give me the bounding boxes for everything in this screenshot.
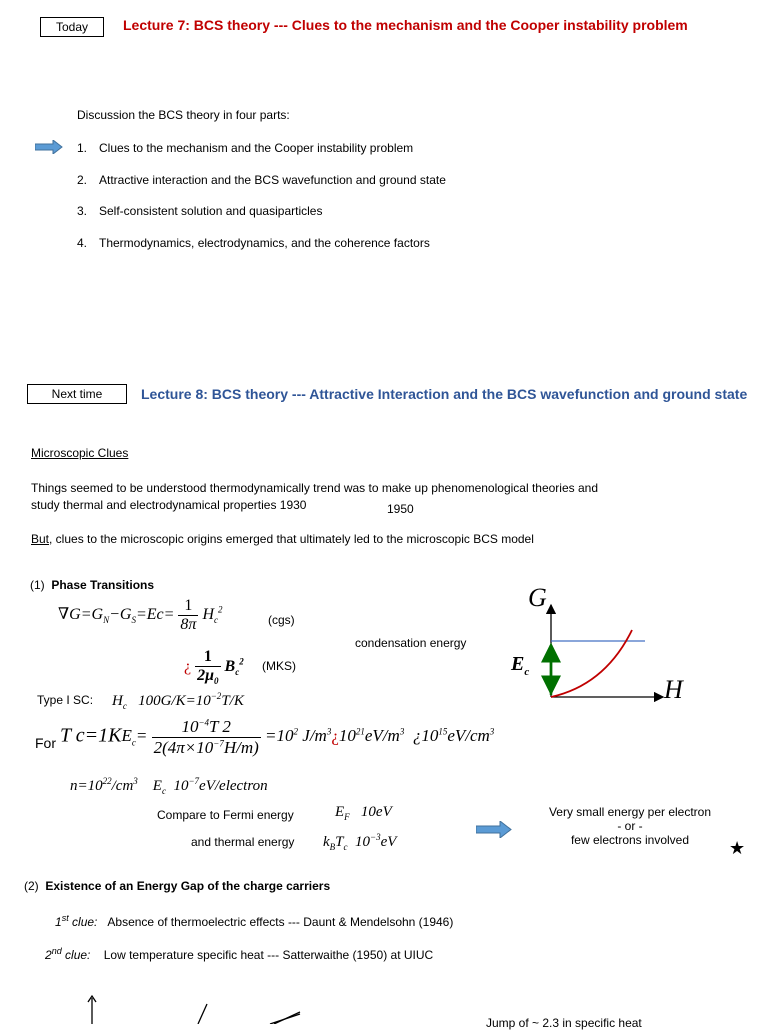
- phase-transitions-heading: (1) Phase Transitions: [30, 578, 155, 592]
- mks-label: (MKS): [262, 659, 296, 673]
- condensation-energy-label: condensation energy: [355, 636, 467, 650]
- first-clue: 1st clue: Absence of thermoelectric effects --- Daunt & Mendelsohn (1946): [55, 913, 454, 929]
- fermi-energy-equation: $E_F$ 10eV: [335, 804, 392, 822]
- year-1950: 1950: [387, 502, 414, 516]
- clues-paragraph-line-1: Things seemed to be understood thermodynamically trend was to make up phenomenological theories and: [31, 481, 598, 495]
- thermal-energy-label: and thermal energy: [191, 835, 295, 849]
- mks-equation: ¿ $\frac{1}{2\mu_0}$ $B_c^2$: [184, 648, 244, 687]
- microscopic-clues-heading: Microscopic Clues: [31, 446, 129, 460]
- list-item: 4. Thermodynamics, electrodynamics, and the coherence factors: [77, 236, 430, 250]
- type-i-equation: $H_c$ $100G/K=10^{-2}T/K$: [112, 691, 244, 711]
- next-time-box: Next time: [27, 384, 127, 404]
- discussion-intro: Discussion the BCS theory in four parts:: [77, 108, 290, 122]
- today-box: Today: [40, 17, 104, 37]
- current-item-arrow-icon: [35, 140, 63, 154]
- graph-ec-label: $E_c$: [511, 653, 530, 678]
- lecture-8-title: Lecture 8: BCS theory --- Attractive Interaction and the BCS wavefunction and ground state: [141, 386, 748, 402]
- clues-paragraph-line-2: study thermal and electrodynamical properties 1930: [31, 498, 307, 512]
- clues-paragraph-2: But, clues to the microscopic origins emerged that ultimately led to the microscopic BCS model: [31, 532, 534, 546]
- specific-heat-graph: [80, 992, 320, 1024]
- electron-density-equation: $n=10^{22}/cm^3$ $E_c$ $10^{-7}eV$/electron: [70, 776, 268, 796]
- for-label: For: [35, 735, 56, 751]
- graph-x-label: H: [664, 675, 683, 704]
- list-item: 3. Self-consistent solution and quasiparticles: [77, 204, 323, 218]
- compare-fermi-label: Compare to Fermi energy: [157, 808, 294, 822]
- lecture-7-title: Lecture 7: BCS theory --- Clues to the mechanism and the Cooper instability problem: [123, 17, 688, 33]
- conclusion-note: Very small energy per electron - or - few electrons involved: [548, 805, 712, 847]
- cgs-label: (cgs): [268, 613, 295, 627]
- star-icon: ★: [729, 838, 746, 858]
- specific-heat-jump-note: Jump of ~ 2.3 in specific heat: [486, 1016, 642, 1030]
- thermal-energy-equation: $k_BT_c$ $10^{-3}eV$: [323, 832, 397, 852]
- graph-y-label: G: [528, 583, 547, 612]
- tc-energy-equation: T $c=1KE_c=$ $\frac{10^{-4}T 2}{2(4\pi\times 10^{-7}H/m)}$ $=10^2$ $J/m^3¿10^{21}eV/m^3$ ¿$10^{15}eV/cm^3$: [60, 717, 495, 757]
- list-item: 2. Attractive interaction and the BCS wavefunction and ground state: [77, 173, 446, 187]
- list-item: 1. Clues to the mechanism and the Cooper instability problem: [77, 141, 414, 155]
- condensation-energy-equation: $\nabla G=G_N-G_S=Ec=$ $\frac{1}{8\pi}$ $H_c^2$: [58, 597, 223, 633]
- conclusion-arrow-icon: [476, 821, 512, 838]
- type-i-label: Type I SC:: [37, 693, 94, 707]
- energy-gap-heading: (2) Existence of an Energy Gap of the charge carriers: [24, 879, 331, 893]
- superconducting-curve: [551, 630, 632, 697]
- second-clue: 2nd clue: Low temperature specific heat --- Satterwaithe (1950) at UIUC: [45, 946, 434, 962]
